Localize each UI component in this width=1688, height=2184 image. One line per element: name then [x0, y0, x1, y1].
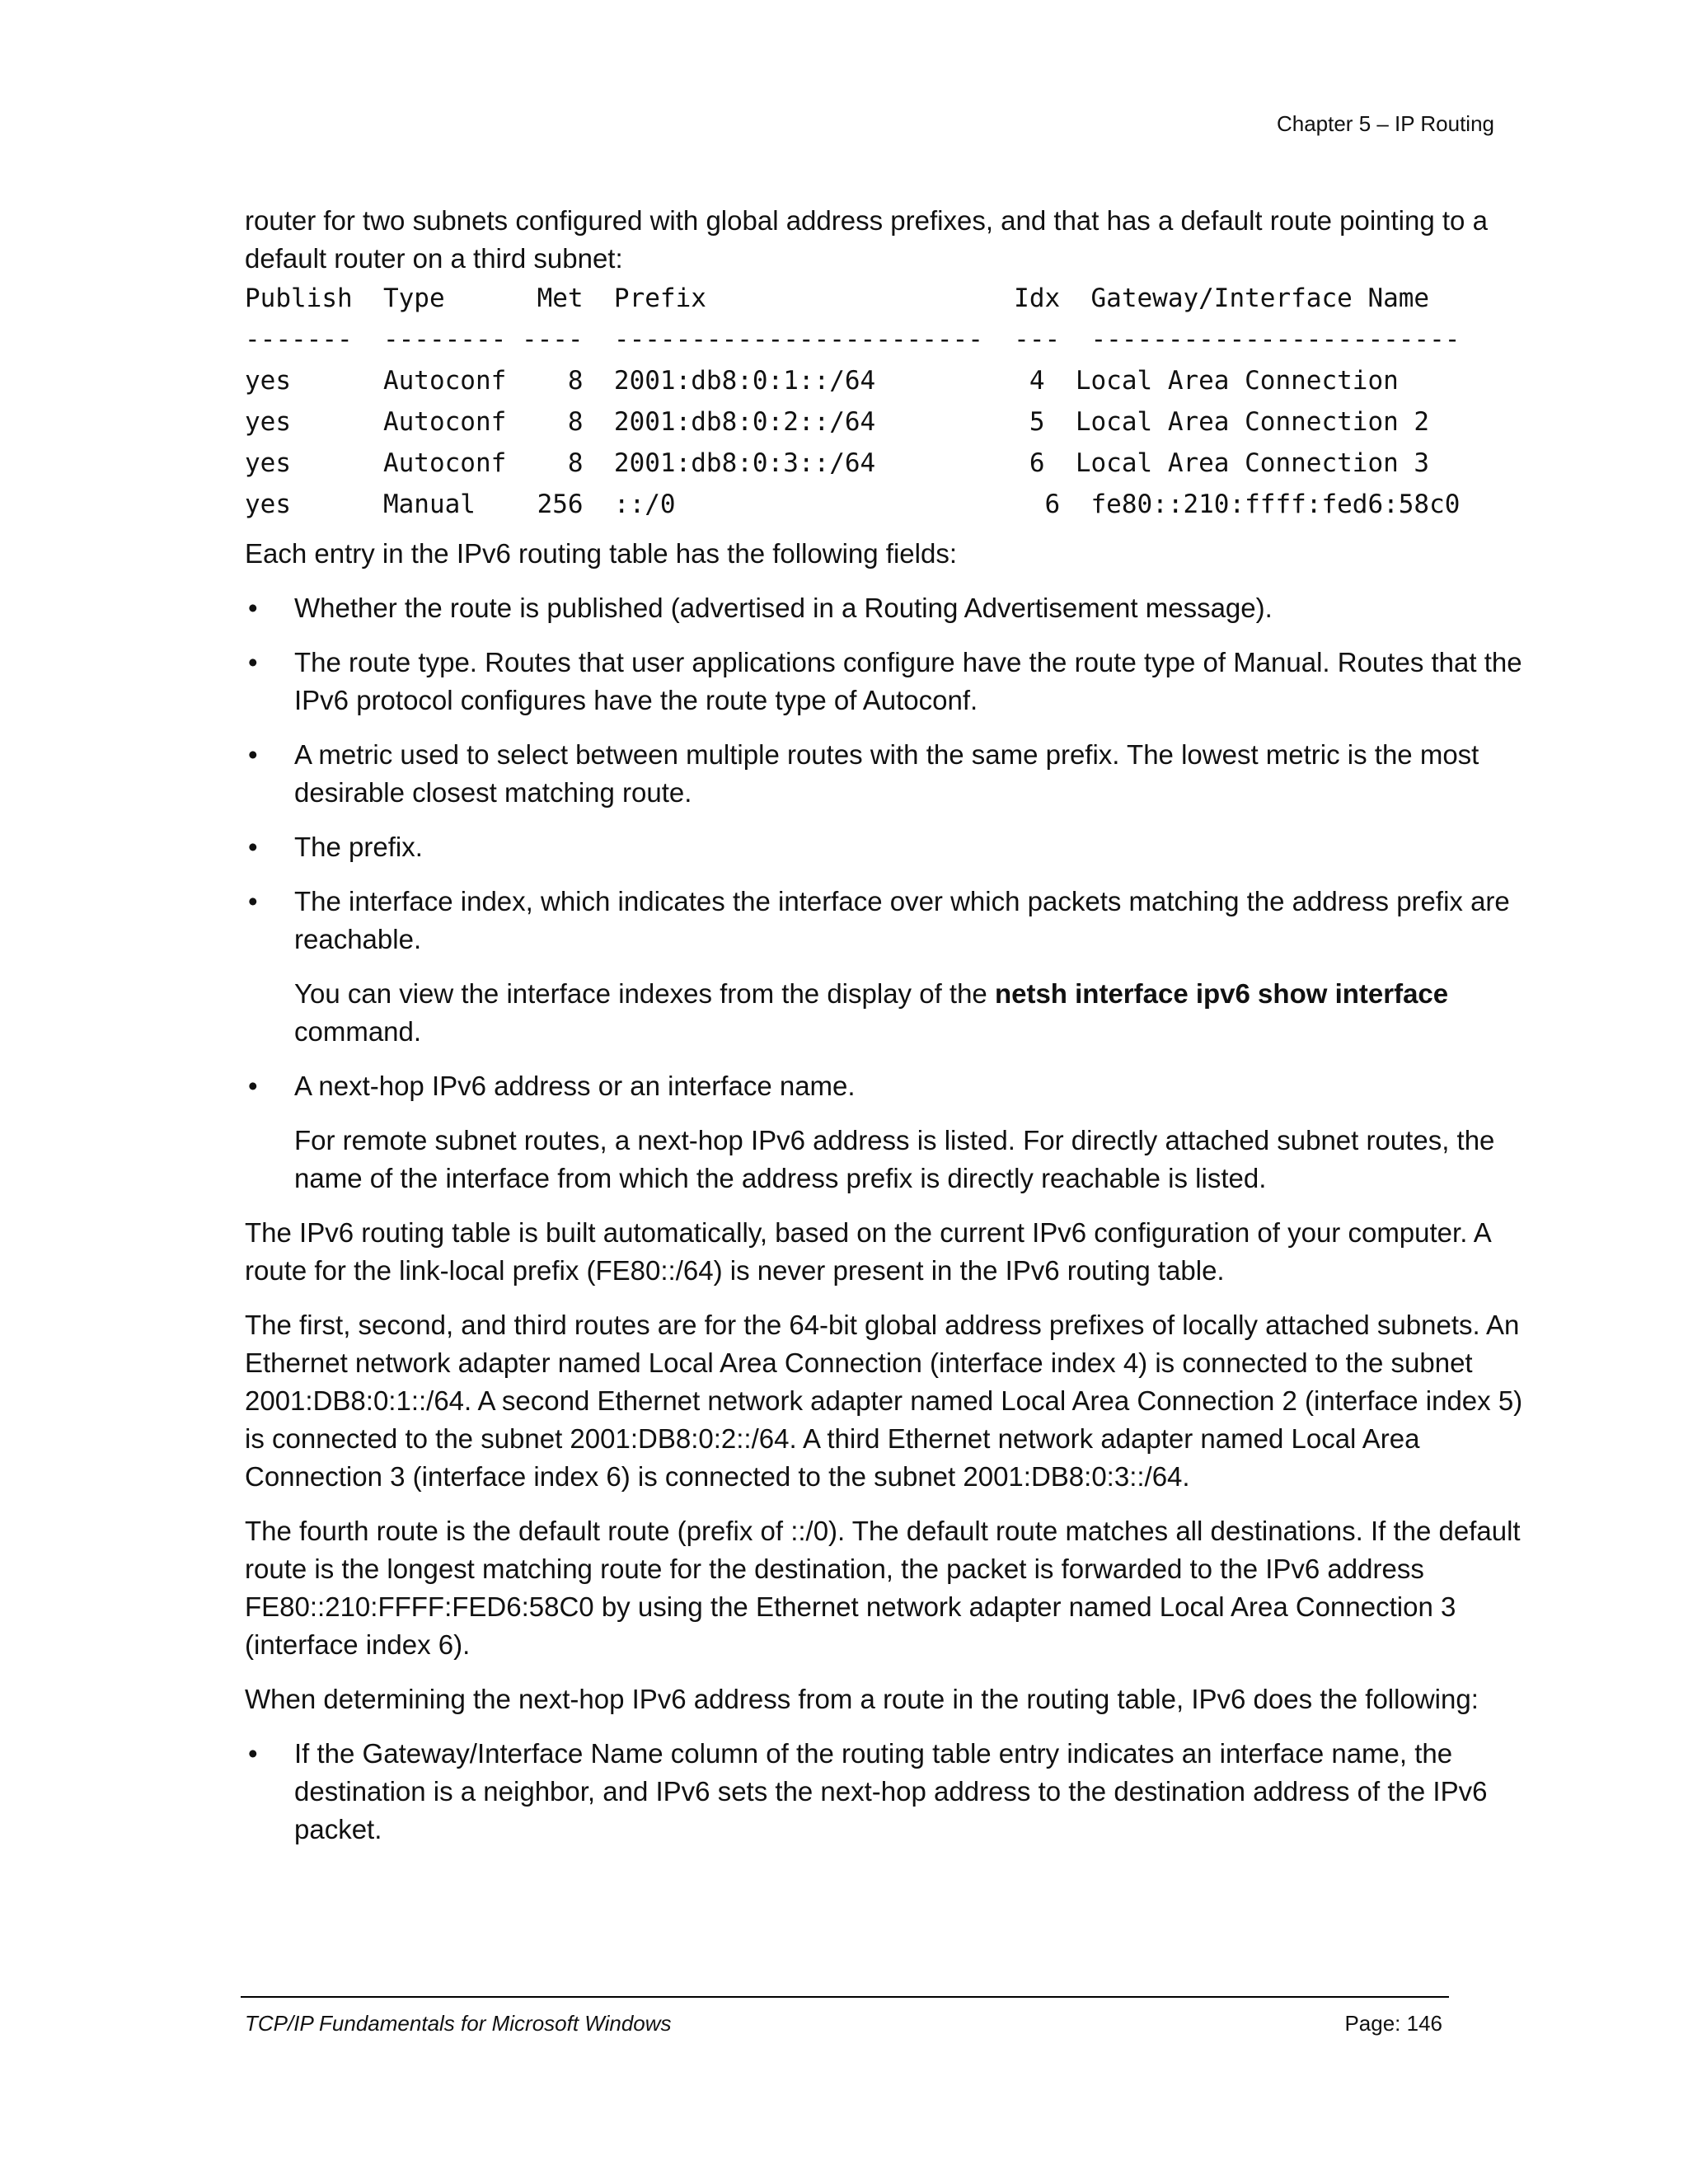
- route-table-row: yes Autoconf 8 2001:db8:0:1::/64 4 Local Area Connection: [245, 366, 1399, 396]
- next-hop-list: [245, 1735, 1531, 1849]
- route-table-row: yes Autoconf 8 2001:db8:0:3::/64 6 Local Area Connection 3: [245, 448, 1430, 478]
- fields-list: [245, 589, 1531, 1197]
- body-paragraph: When determining the next-hop IPv6 address from a route in the routing table, IPv6 does the following:: [245, 1684, 1479, 1714]
- list-item: [245, 1735, 1531, 1849]
- bullet-icon: •: [248, 1738, 258, 1769]
- list-item-subparagraph: For remote subnet routes, a next-hop IPv6 address is listed. For directly attached subnet routes, the name of the interface from which the address prefix is directly reachable is listed.: [294, 1125, 1495, 1193]
- bullet-icon: •: [248, 832, 258, 862]
- footer-page-number: Page: 146: [1344, 2011, 1442, 2036]
- list-item-text: A next-hop IPv6 address or an interface name.: [294, 1071, 856, 1101]
- route-table: [245, 278, 1531, 525]
- bullet-icon: •: [248, 1071, 258, 1101]
- body-paragraph: The fourth route is the default route (prefix of ::/0). The default route matches all destinations. If the default route is the longest matching route for the destination, the packet is forwarded to the IPv6 address FE80::210:FFFF:FED6:58C0 by using the Ethernet network adapter named Local Area Connection 3 (interface index 6).: [245, 1516, 1521, 1660]
- list-item-text: The prefix.: [294, 832, 423, 862]
- list-item-text: Whether the route is published (advertised in a Routing Advertisement message).: [294, 593, 1273, 623]
- list-item-text: The route type. Routes that user applications configure have the route type of Manual. Routes that the IPv6 protocol configures have the route type of Autoconf.: [294, 647, 1522, 715]
- list-item: [245, 644, 1531, 719]
- list-item: [245, 1067, 1531, 1197]
- list-item-text: If the Gateway/Interface Name column of the routing table entry indicates an interface name, the destination is a neighbor, and IPv6 sets the next-hop address to the destination address of the IPv6 packet.: [294, 1738, 1488, 1844]
- list-item-text: A metric used to select between multiple routes with the same prefix. The lowest metric is the most desirable closest matching route.: [294, 739, 1479, 808]
- list-item: [245, 589, 1531, 627]
- intro-paragraph: router for two subnets configured with global address prefixes, and that has a default route pointing to a default router on a third subnet:: [245, 205, 1488, 274]
- fields-intro: Each entry in the IPv6 routing table has the following fields:: [245, 538, 958, 569]
- route-table-row: yes Autoconf 8 2001:db8:0:2::/64 5 Local Area Connection 2: [245, 407, 1430, 437]
- route-table-header: Publish Type Met Prefix Idx Gateway/Interface Name: [245, 284, 1430, 313]
- sub-text-before: You can view the interface indexes from the display of the: [294, 978, 995, 1009]
- list-item: [245, 736, 1531, 812]
- list-item: [245, 883, 1531, 1051]
- footer-book-title: TCP/IP Fundamentals for Microsoft Windows: [245, 2011, 672, 2036]
- route-table-separator: ------- -------- ---- ------------------------ --- ------------------------: [245, 325, 1461, 354]
- bullet-icon: •: [248, 739, 258, 770]
- body-paragraph: The first, second, and third routes are for the 64-bit global address prefixes of locally attached subnets. An Ethernet network adapter named Local Area Connection (interface index 4) is connected to the subnet 2001:DB8:0:1::/64. A second Ethernet network adapter named Local Area Connection 2 (interface index 5) is connected to the subnet 2001:DB8:0:2::/64. A third Ethernet network adapter named Local Area Connection 3 (interface index 6) is connected to the subnet 2001:DB8:0:3::/64.: [245, 1310, 1523, 1492]
- bullet-icon: •: [248, 593, 258, 623]
- command-name: netsh interface ipv6 show interface: [994, 978, 1449, 1009]
- footer-divider: [241, 1996, 1449, 1998]
- running-head: Chapter 5 – IP Routing: [1276, 111, 1494, 136]
- route-table-row: yes Manual 256 ::/0 6 fe80::210:ffff:fed6:58c0: [245, 490, 1461, 519]
- sub-text-after: command.: [294, 1016, 422, 1047]
- list-item-subparagraph: [294, 975, 1531, 1051]
- page-body: [245, 202, 1531, 1865]
- bullet-icon: •: [248, 647, 258, 677]
- list-item: [245, 828, 1531, 866]
- bullet-icon: •: [248, 886, 258, 916]
- list-item-text: The interface index, which indicates the interface over which packets matching the address prefix are reachable.: [294, 886, 1510, 954]
- body-paragraph: The IPv6 routing table is built automatically, based on the current IPv6 configuration of your computer. A route for the link-local prefix (FE80::/64) is never present in the IPv6 routing table.: [245, 1217, 1490, 1286]
